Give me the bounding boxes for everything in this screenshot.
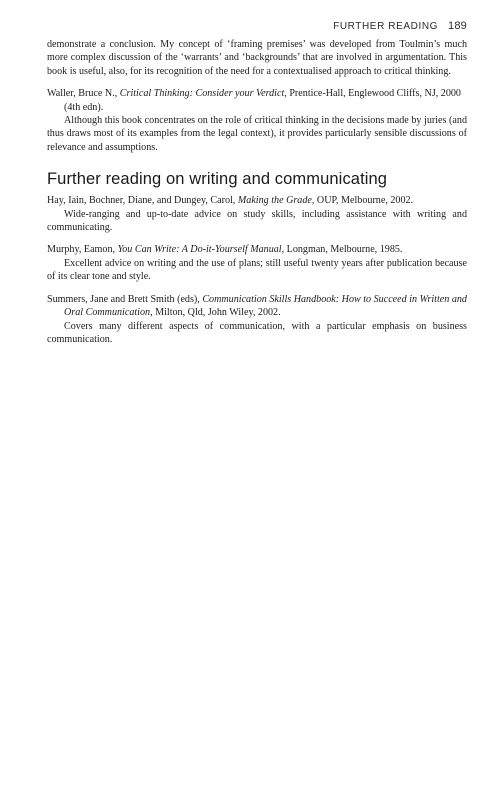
entry-note: Although this book concentrates on the role of critical thinking in the decisions made by juries (and thus draws most of its examples from the legal context), it provides particularly sensible discussions of relevance and assumptions. [47,115,467,153]
entry-publication: , OUP, Melbourne, 2002. [311,195,414,207]
page-number: 189 [448,20,467,32]
section-heading: Further reading on writing and communicating [47,170,388,189]
entry-citation [47,243,467,256]
entry-citation [47,87,467,114]
intro-paragraph: demonstrate a conclusion. My concept of ‘framing premises’ was developed from Toulmin’s much more complex discussion of the ‘warrants’ and ‘backgrounds’ that are involved in argumentation. This book is useful, also, for its recognition of the need for a contextualised approach to critical thinking. [47,39,467,77]
reading-entry-hay [47,194,467,234]
entry-authors: Murphy, Eamon, [47,244,118,256]
entry-authors: Summers, Jane and Brett Smith (eds), [47,293,203,305]
entry-publication: , Milton, Qld, John Wiley, 2002. [150,307,281,319]
entry-title: Making the Grade [237,195,312,207]
entry-authors: Waller, Bruce N., [47,88,120,100]
book-page [47,18,467,346]
running-title: FURTHER READING [333,21,439,32]
entry-publication: , Prentice-Hall, Englewood Cliffs, NJ, 2000 (4th edn). [64,88,461,113]
entry-note: Wide-ranging and up-to-date advice on study skills, including assistance with writing and communicating. [47,208,467,234]
entry-note: Covers many different aspects of communication, with a particular emphasis on business communication. [47,320,467,345]
entry-citation [47,194,467,207]
entry-authors: Hay, Iain, Bochner, Diane, and Dungey, Carol, [47,195,238,207]
reading-entry-waller [47,87,467,154]
entry-title: You Can Write: A Do-it-Yourself Manual [117,244,282,256]
entry-citation [47,293,467,320]
reading-entry-summers [47,293,467,347]
page-body [47,38,467,346]
entry-note: Excellent advice on writing and the use of plans; still useful twenty years after publication because of its clear tone and style. [47,257,467,283]
running-header [47,18,467,34]
reading-entry-murphy [47,243,467,283]
entry-publication: , Longman, Melbourne, 1985. [281,244,403,256]
entry-title: Critical Thinking: Consider your Verdict [119,88,285,100]
entry-title: Communication Skills Handbook: How to Succeed in Written and Oral Communication [64,293,467,319]
